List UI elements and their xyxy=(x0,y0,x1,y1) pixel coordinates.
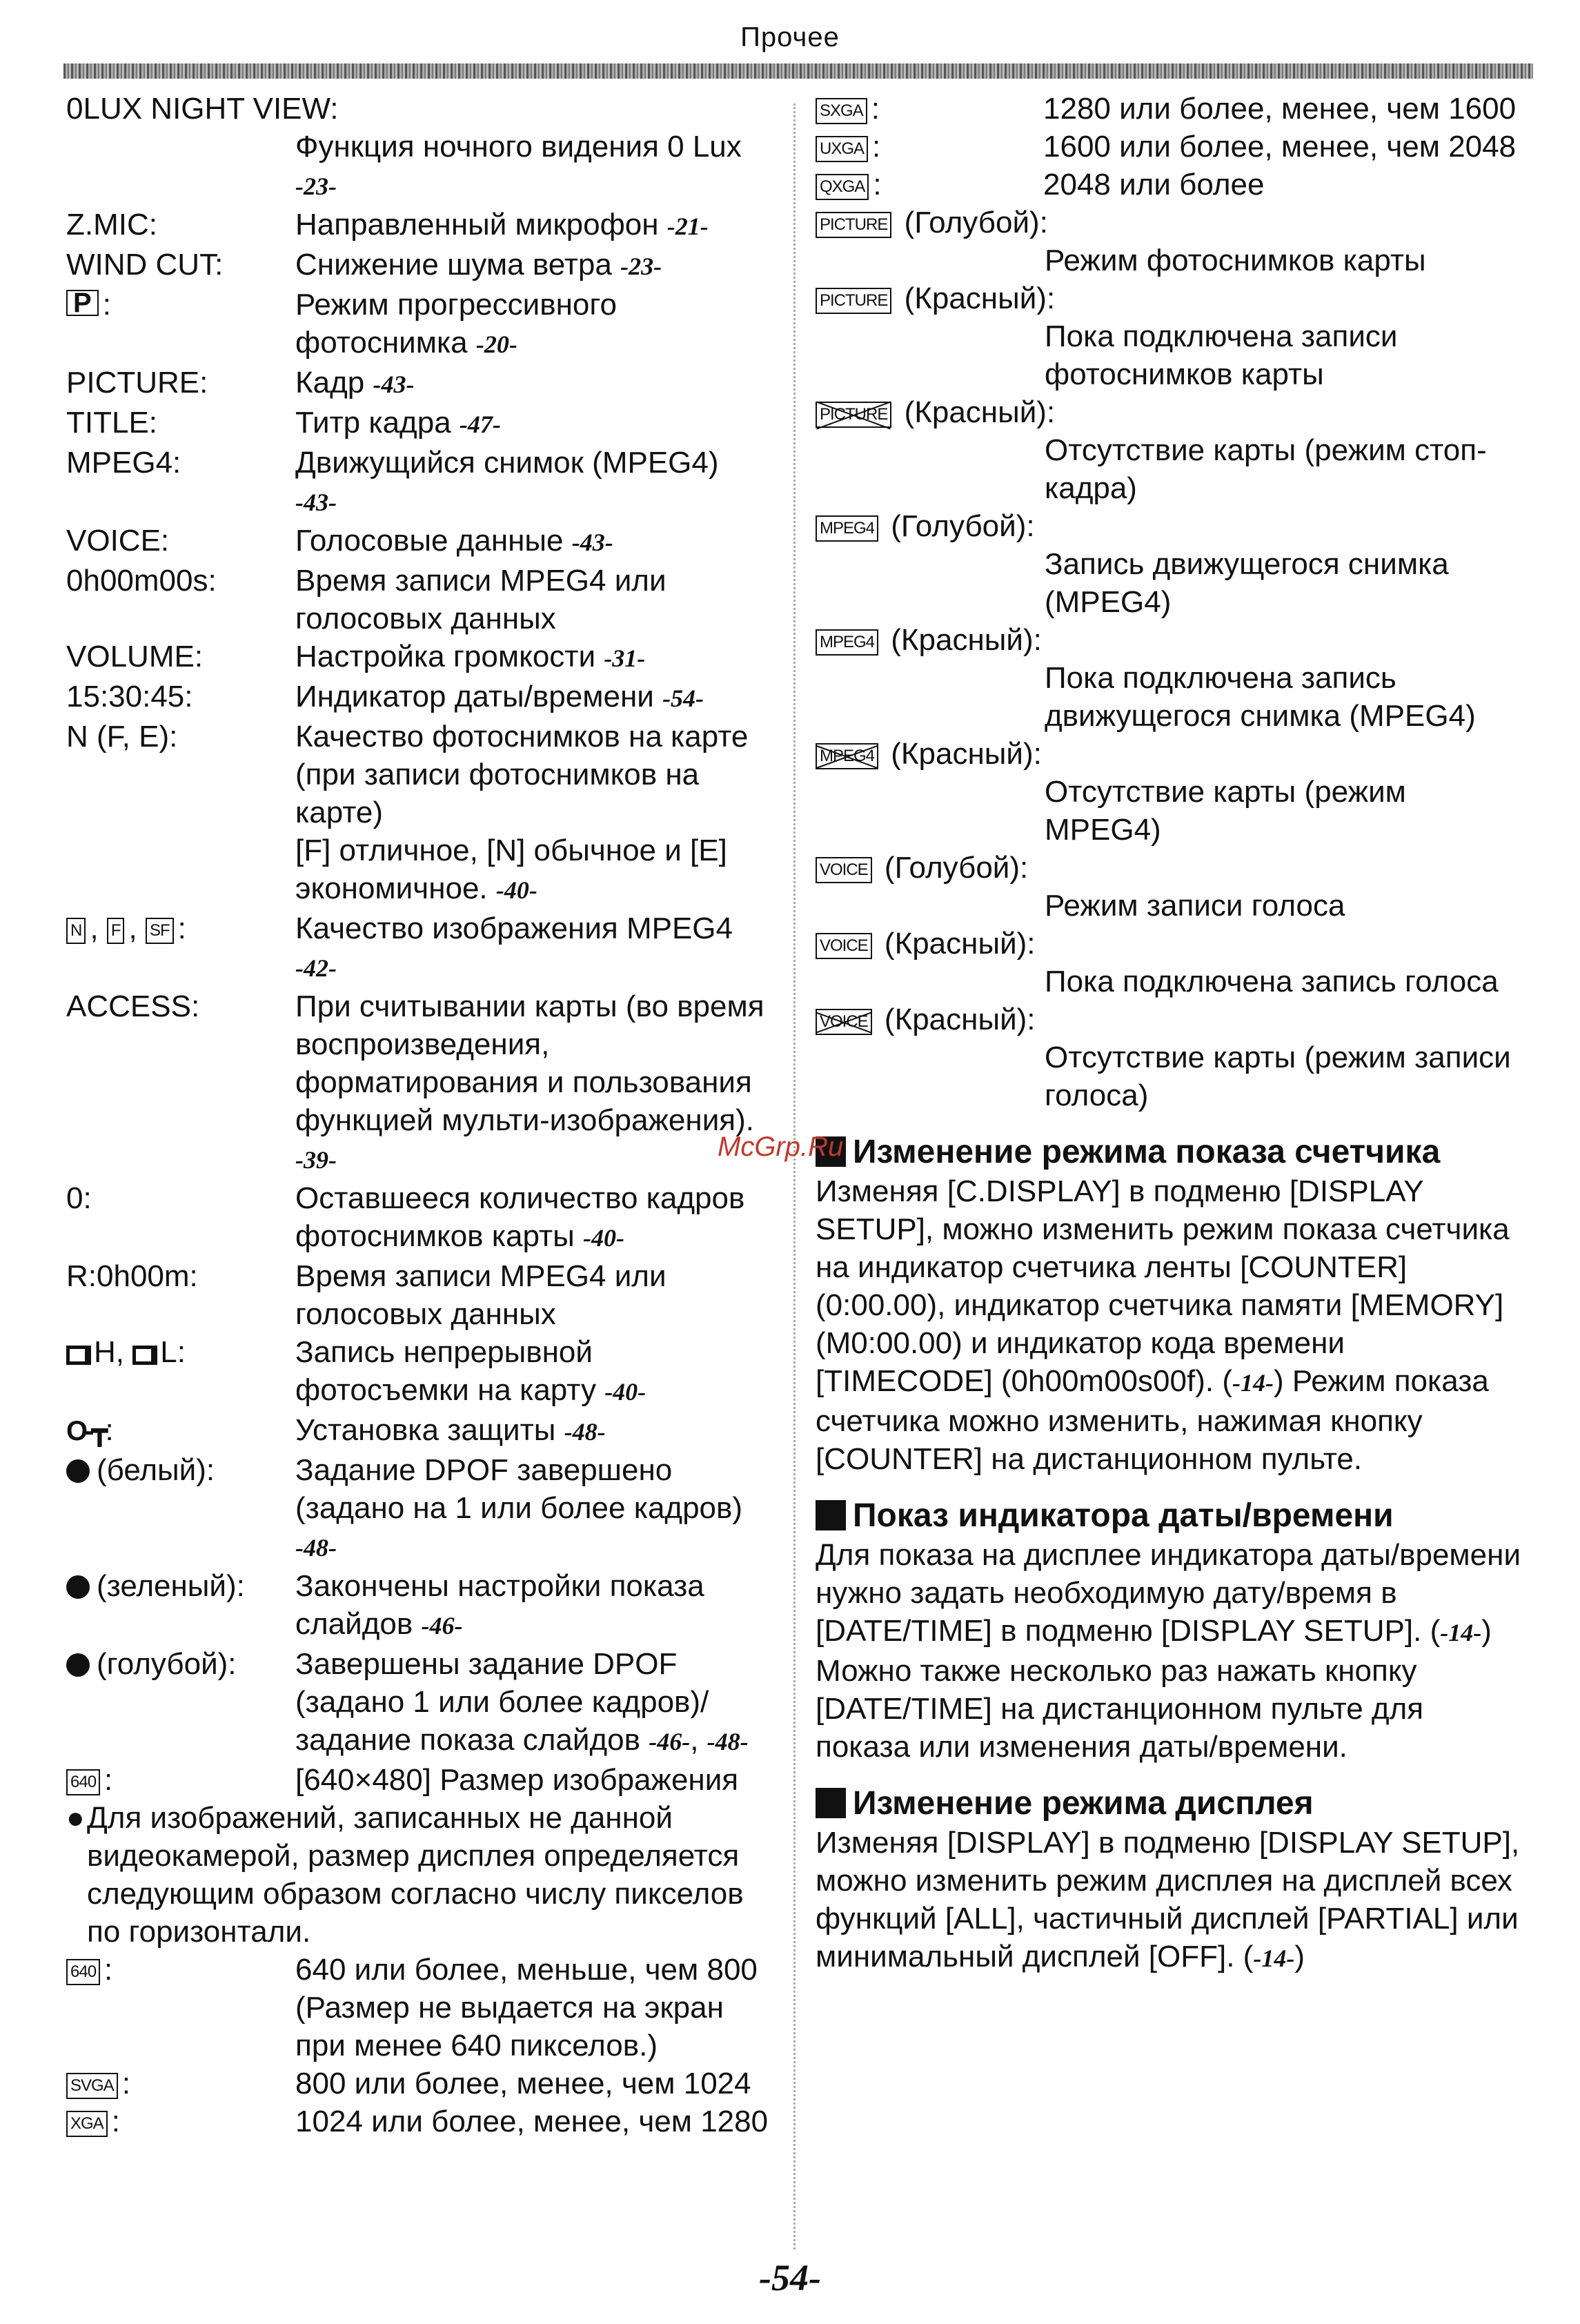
entry-slideshow-green xyxy=(66,1567,770,1645)
desc: 1280 или более, менее, чем 1600 xyxy=(1043,92,1517,126)
term: R:0h00m: xyxy=(66,1259,198,1293)
term: VOICE: xyxy=(66,524,170,558)
colon: : xyxy=(104,1763,113,1797)
entry-size-640 xyxy=(66,1951,770,2065)
size-640-icon: 640 xyxy=(66,1769,100,1795)
paren: ) xyxy=(1481,1614,1492,1648)
desc-text: Индикатор даты/времени xyxy=(295,680,654,713)
desc-text: Направленный микрофон xyxy=(295,208,659,242)
desc: Функция ночного видения 0 Lux xyxy=(295,130,742,164)
entry-dpof-white xyxy=(66,1451,770,1567)
desc: Отсутствие карты (режим MPEG4) xyxy=(1045,775,1406,847)
desc xyxy=(295,206,770,246)
entry-voice-blue xyxy=(816,849,1526,925)
term xyxy=(66,1761,295,1799)
page-ref: -21- xyxy=(666,213,709,240)
desc-text: Снижение шума ветра xyxy=(295,248,612,282)
picture-nocard-icon: PICTURE xyxy=(816,402,891,428)
page-ref: -20- xyxy=(475,331,517,358)
header-bar xyxy=(63,63,1533,79)
desc xyxy=(295,1411,770,1451)
entry-voice-nocard xyxy=(816,1001,1526,1114)
desc-text: Установка защиты xyxy=(295,1413,556,1447)
entry-size-svga xyxy=(66,2065,770,2103)
term: 15:30:45: xyxy=(66,680,193,713)
desc xyxy=(295,286,770,364)
page-number: -54- xyxy=(759,2257,821,2298)
desc xyxy=(295,909,770,987)
section-title-datetime xyxy=(816,1496,1526,1536)
desc xyxy=(295,678,770,718)
mpeg4-icon: MPEG4 xyxy=(816,515,878,542)
page-ref: -39- xyxy=(295,1146,337,1174)
desc-text: Задание DPOF завершено (задано на 1 или более кадров) xyxy=(295,1453,743,1525)
voice-icon: VOICE xyxy=(816,857,872,883)
term xyxy=(66,1645,295,1761)
section-text-display xyxy=(816,1824,1526,1978)
desc: Время записи MPEG4 или голосовых данных xyxy=(295,1259,666,1331)
term xyxy=(66,2103,295,2140)
p-box-icon: P xyxy=(66,290,99,316)
section-title-text: Показ индикатора даты/времени xyxy=(853,1497,1394,1534)
colon: : xyxy=(872,130,881,164)
desc xyxy=(295,987,770,1179)
desc-text: При считывании карты (во время воспроизведения, форматирования и пользования функцией мульти-изображения). xyxy=(295,989,764,1137)
desc: Отсутствие карты (режим стоп-кадра) xyxy=(1045,433,1487,505)
paren: ) xyxy=(1273,1364,1284,1398)
desc: [640×480] Размер изображения xyxy=(295,1763,739,1797)
entry-picture-red xyxy=(816,279,1526,393)
desc xyxy=(295,404,770,444)
entry-voice xyxy=(66,522,770,562)
column-divider xyxy=(793,104,796,2249)
dot-icon xyxy=(66,1459,90,1483)
paren: ( xyxy=(1430,1614,1441,1648)
section-text-counter xyxy=(816,1172,1526,1478)
page-ref: -40- xyxy=(604,1378,646,1406)
page-ref: -54- xyxy=(662,685,704,712)
entry-mpeg4-blue xyxy=(816,507,1526,621)
desc-text-2: [F] отличное, [N] обычное и [E] экономичное. xyxy=(295,834,727,905)
term xyxy=(816,166,1043,204)
desc xyxy=(295,1179,770,1257)
entry-mpeg4-red xyxy=(816,621,1526,735)
entry-mpeg4-quality xyxy=(66,909,770,987)
term xyxy=(816,128,1043,166)
colon: : xyxy=(121,2067,130,2100)
burst-h: H, xyxy=(94,1335,124,1369)
size-svga-icon: SVGA xyxy=(66,2073,118,2099)
color-label: (Голубой): xyxy=(884,851,1029,885)
desc xyxy=(295,638,770,678)
desc-text: Завершены задание DPOF (задано 1 или более кадров)/задание показа слайдов xyxy=(295,1647,709,1757)
entry-size-uxga xyxy=(816,128,1526,166)
separator: , xyxy=(90,912,99,945)
burst-icon xyxy=(66,1346,91,1365)
dot-icon xyxy=(66,1653,90,1677)
size-640-icon: 640 xyxy=(66,1959,100,1985)
burst-icon xyxy=(132,1346,157,1365)
page-ref: -40- xyxy=(495,876,537,904)
term-text: (голубой): xyxy=(97,1647,237,1681)
entry-rec-time xyxy=(66,562,770,638)
sf-box-icon: SF xyxy=(146,918,174,944)
left-column xyxy=(66,90,770,2140)
page-ref: -43- xyxy=(373,371,415,398)
entry-0lux-desc xyxy=(66,128,770,206)
desc: Режим фотоснимков карты xyxy=(1045,244,1426,277)
term xyxy=(66,2065,295,2103)
colon: : xyxy=(873,168,882,201)
entry-0lux xyxy=(66,90,770,128)
entry-quality xyxy=(66,718,770,909)
entry-size-xga xyxy=(66,2103,770,2140)
desc-text: Запись непрерывной фотосъемки на карту xyxy=(295,1335,596,1407)
entry-access xyxy=(66,987,770,1179)
term xyxy=(816,90,1043,128)
desc xyxy=(295,444,770,522)
desc xyxy=(295,718,770,909)
para-text: Для показа на дисплее индикатора даты/времени нужно задать необходимую дату/время в [DATE/TIME] в подменю [DISPLAY SETUP]. xyxy=(816,1538,1521,1648)
key-icon: O-┳ xyxy=(66,1416,106,1446)
desc: Пока подключена запись движущегося снимка (MPEG4) xyxy=(1045,661,1476,733)
size-xga-icon: XGA xyxy=(66,2111,108,2137)
para-text-2: Режим показа счетчика можно изменить, нажимая кнопку [COUNTER] на дистанционном пульте. xyxy=(816,1364,1489,1476)
desc: Отсутствие карты (режим записи голоса) xyxy=(1045,1041,1511,1112)
desc xyxy=(295,1451,770,1567)
section-title-counter xyxy=(816,1132,1526,1172)
paren: ( xyxy=(1243,1940,1254,1973)
color-label: (Красный): xyxy=(884,927,1036,961)
term: PICTURE: xyxy=(66,366,208,400)
color-label: (Голубой): xyxy=(891,509,1035,543)
term: TITLE: xyxy=(66,406,158,440)
entry-burst xyxy=(66,1333,770,1411)
entry-zmic xyxy=(66,206,770,246)
page-ref: -23- xyxy=(295,173,337,200)
entry-picture xyxy=(66,364,770,404)
colon: : xyxy=(105,1413,114,1447)
term: 0: xyxy=(66,1181,92,1215)
page-ref: -47- xyxy=(459,411,501,438)
color-label: (Красный): xyxy=(891,623,1042,657)
desc: 800 или более, менее, чем 1024 xyxy=(295,2067,751,2100)
entry-mpeg4-nocard xyxy=(816,735,1526,849)
watermark: McGrp.Ru xyxy=(718,1132,844,1162)
separator: , xyxy=(690,1723,699,1757)
page-ref: -23- xyxy=(620,253,662,280)
desc xyxy=(295,364,770,404)
para-text: Изменяя [C.DISPLAY] в подменю [DISPLAY SETUP], можно изменить режим показа счетчика на индикатор счетчика ленты [COUNTER] (0:00.00), индикатор счетчика памяти [MEMORY] (M0:00.00) и индикатор кода времени [TIMECODE] (0h00m00s00f). xyxy=(816,1174,1510,1398)
page-header: Прочее xyxy=(740,22,840,52)
desc: Режим записи голоса xyxy=(1045,889,1345,923)
desc xyxy=(295,522,770,562)
colon: : xyxy=(104,1953,113,1987)
entry-datetime xyxy=(66,678,770,718)
para-text-2: Можно также несколько раз нажать кнопку [DATE/TIME] на дистанционном пульте для показа или изменения даты/времени. xyxy=(816,1654,1424,1764)
term xyxy=(66,909,295,987)
desc: Время записи MPEG4 или голосовых данных xyxy=(295,564,666,636)
desc: 1600 или более, менее, чем 2048 xyxy=(1043,130,1517,164)
colon: : xyxy=(111,2105,120,2138)
page-ref: -40- xyxy=(582,1224,624,1252)
term xyxy=(66,1333,295,1411)
entry-mpeg4 xyxy=(66,444,770,522)
size-qxga-icon: QXGA xyxy=(816,174,869,200)
picture-icon: PICTURE xyxy=(816,288,891,314)
desc xyxy=(295,246,770,286)
desc-text: Голосовые данные xyxy=(295,524,564,558)
colon: : xyxy=(102,288,111,322)
section-square-icon xyxy=(816,1500,846,1530)
desc xyxy=(295,1567,770,1645)
term: VOLUME: xyxy=(66,640,204,673)
desc-text: Титр кадра xyxy=(295,406,451,440)
desc-text: Движущийся снимок (MPEG4) xyxy=(295,446,719,480)
entry-volume xyxy=(66,638,770,678)
term: Z.MIC: xyxy=(66,208,157,242)
desc-text: Качество изображения MPEG4 xyxy=(295,912,733,945)
page-ref: -48- xyxy=(707,1728,749,1755)
page-ref: -42- xyxy=(295,954,337,982)
colon: : xyxy=(177,912,186,945)
term: N (F, E): xyxy=(66,720,178,754)
term xyxy=(66,1567,295,1645)
dot-icon xyxy=(66,1575,90,1599)
page-ref: -48- xyxy=(295,1534,337,1562)
n-box-icon: N xyxy=(66,918,86,944)
f-box-icon: F xyxy=(107,918,125,944)
desc: Запись движущегося снимка (MPEG4) xyxy=(1045,547,1449,619)
term: WIND CUT: xyxy=(66,248,224,282)
page-ref: -14- xyxy=(1232,1369,1274,1397)
color-label: (Голубой): xyxy=(904,206,1048,239)
term xyxy=(66,1411,295,1451)
desc: Пока подключена запись голоса xyxy=(1045,965,1499,998)
section-title-text: Изменение режима показа счетчика xyxy=(853,1134,1441,1170)
section-square-icon xyxy=(816,1788,846,1818)
desc xyxy=(295,1645,770,1761)
entry-picture-blue xyxy=(816,204,1526,279)
paren: ( xyxy=(1222,1364,1232,1398)
entry-size-sxga xyxy=(816,90,1526,128)
page-ref: -14- xyxy=(1440,1619,1482,1646)
desc xyxy=(295,1333,770,1411)
page-ref: -46- xyxy=(421,1612,463,1639)
desc: 2048 или более xyxy=(1043,168,1265,201)
section-title-display xyxy=(816,1784,1526,1824)
voice-nocard-icon: VOICE xyxy=(816,1009,872,1035)
entry-blue xyxy=(66,1645,770,1761)
color-label: (Красный): xyxy=(884,1003,1036,1036)
entry-progressive xyxy=(66,286,770,364)
term-text: (белый): xyxy=(97,1453,215,1487)
page-ref: -48- xyxy=(564,1418,606,1446)
entry-picture-nocard xyxy=(816,393,1526,507)
entry-remaining xyxy=(66,1179,770,1257)
desc-text: Закончены настройки показа слайдов xyxy=(295,1569,704,1641)
desc-text: Режим прогрессивного фотоснимка xyxy=(295,288,617,360)
desc-text: Оставшееся количество кадров фотоснимков карты xyxy=(295,1181,745,1253)
separator: , xyxy=(128,912,137,945)
term: ACCESS: xyxy=(66,989,200,1023)
page-ref: -43- xyxy=(295,489,337,516)
colon: : xyxy=(871,92,880,126)
term: 0LUX NIGHT VIEW: xyxy=(66,92,339,126)
term xyxy=(66,286,295,364)
desc-text: Качество фотоснимков на карте (при записи фотоснимков на карте) xyxy=(295,720,749,829)
mpeg4-nocard-icon: MPEG4 xyxy=(816,743,878,769)
term xyxy=(66,1451,295,1567)
bullet-mark: ● xyxy=(66,1801,85,1835)
term-text: (зеленый): xyxy=(97,1569,245,1603)
term: MPEG4: xyxy=(66,446,181,480)
entry-protect xyxy=(66,1411,770,1451)
entry-voice-red xyxy=(816,925,1526,1001)
color-label: (Красный): xyxy=(904,282,1056,315)
entry-size-qxga xyxy=(816,166,1526,204)
size-sxga-icon: SXGA xyxy=(816,98,867,124)
right-column xyxy=(816,90,1526,1978)
page-ref: -43- xyxy=(571,529,613,556)
page-ref: -14- xyxy=(1253,1944,1295,1972)
picture-icon: PICTURE xyxy=(816,212,891,238)
term xyxy=(66,1951,295,2065)
desc-text: Настройка громкости xyxy=(295,640,596,673)
desc: 1024 или более, менее, чем 1280 xyxy=(295,2105,769,2138)
section-text-datetime xyxy=(816,1536,1526,1766)
entry-remaining-time xyxy=(66,1257,770,1333)
desc-text: Кадр xyxy=(295,366,365,400)
page-ref: -31- xyxy=(604,644,646,672)
bullet-text: Для изображений, записанных не данной видеокамерой, размер дисплея определяется следующим образом согласно числу пикселов по горизонтали. xyxy=(87,1801,744,1949)
entry-title xyxy=(66,404,770,444)
mpeg4-icon: MPEG4 xyxy=(816,629,878,656)
desc: Пока подключена записи фотоснимков карты xyxy=(1045,319,1398,391)
color-label: (Красный): xyxy=(904,395,1056,429)
burst-l: L: xyxy=(160,1335,186,1369)
entry-wind-cut xyxy=(66,246,770,286)
voice-icon: VOICE xyxy=(816,933,872,959)
section-title-text: Изменение режима дисплея xyxy=(853,1785,1314,1822)
para-text: Изменяя [DISPLAY] в подменю [DISPLAY SETUP], можно изменить режим дисплея на дисплей всех функций [ALL], частичный дисплей [PARTIAL] или минимальный дисплей [OFF]. xyxy=(816,1826,1520,1973)
color-label: (Красный): xyxy=(891,737,1042,771)
entry-640 xyxy=(66,1761,770,1799)
paren: ) xyxy=(1294,1940,1305,1973)
size-uxga-icon: UXGA xyxy=(816,136,868,162)
term: 0h00m00s: xyxy=(66,564,217,598)
desc: 640 или более, меньше, чем 800 (Размер не выдается на экран при менее 640 пикселов.) xyxy=(295,1953,758,2062)
bullet-note xyxy=(66,1799,770,1951)
page-ref: -46- xyxy=(649,1728,691,1755)
